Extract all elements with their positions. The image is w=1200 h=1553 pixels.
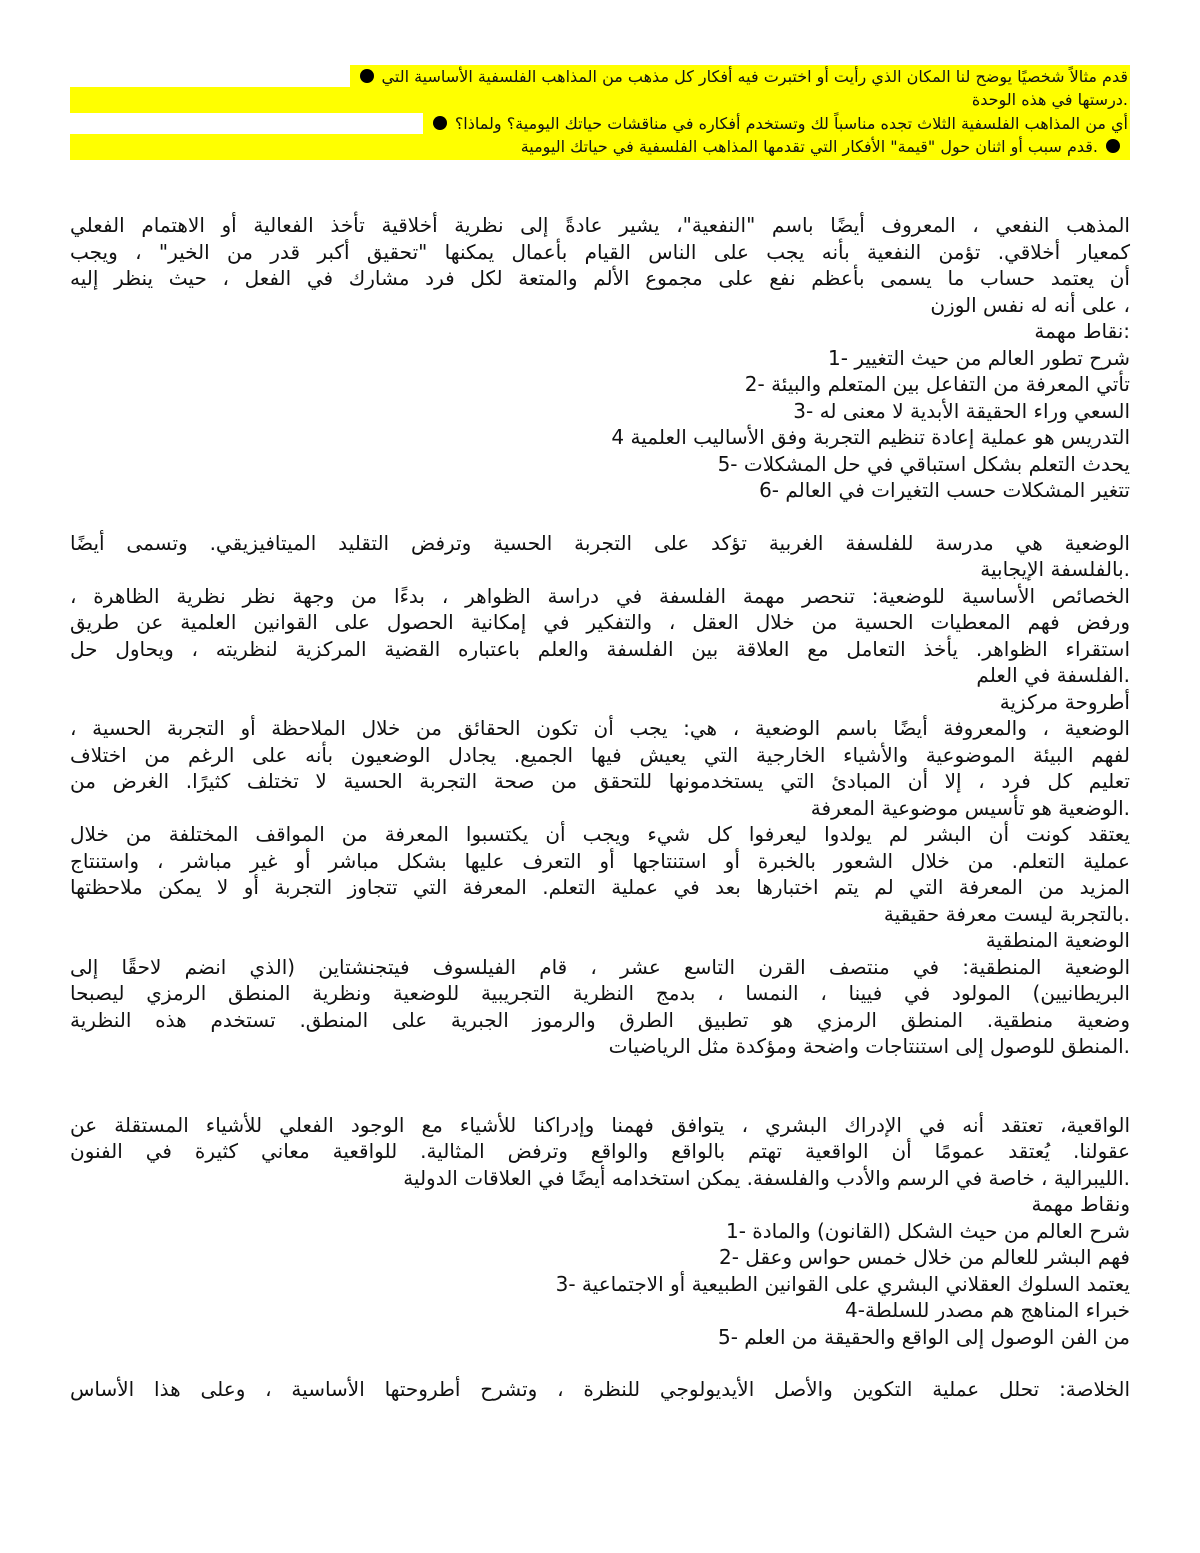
paragraph-line: الوضعية هي مدرسة للفلسفة الغربية تؤكد على التجربة الحسية وترفض التقليد الميتافيزيقي. وتسمى أيضًا (70, 530, 1130, 555)
paragraph-line: الواقعية، تعتقد أنه في الإدراك البشري ، يتوافق فهمنا وإدراكنا للأشياء مع الوجود الفعلي للأشياء المستقلة عن (70, 1112, 1130, 1137)
essay-body (70, 212, 1130, 1403)
realism-section (70, 1112, 1130, 1351)
document-page (70, 66, 1130, 1403)
paragraph-line: الخصائص الأساسية للوضعية: تنحصر مهمة الفلسفة في دراسة الظواهر ، بدءًا من وجهة نظر نظرية الظاهرة ، (70, 583, 1130, 608)
paragraph-line: أن يعتمد حساب ما يسمى بأعظم نفع على مجموع الألم والمتعة لكل فرد مشارك في الفعل ، حيث ينظر إليه (70, 266, 1130, 290)
question-1 (70, 66, 1130, 87)
paragraph-line: المذهب النفعي ، المعروف أيضًا باسم "النفعية"، يشير عادةً إلى نظرية أخلاقية تأخذ الفعالية أو الاهتمام الفعلي (70, 213, 1130, 237)
list-item: يعتمد السلوك العقلاني البشري على القوانين الطبيعية أو الاجتماعية -3 (555, 1271, 1130, 1296)
bullet-icon (360, 69, 374, 83)
paragraph-line: .الفلسفة في العلم (976, 663, 1130, 687)
list-item: السعي وراء الحقيقة الأبدية لا معنى له -3 (793, 398, 1130, 423)
list-item: تتغير المشكلات حسب التغيرات في العالم -6 (759, 478, 1130, 502)
question-2-text: أي من المذاهب الفلسفية الثلاث تجده مناسباً لك وتستخدم أفكاره في مناقشات حياتك اليومية؟ ولماذا؟ (454, 114, 1128, 133)
paragraph-line: البريطانيين) المولود في فيينا ، النمسا ، بدمج النظرية التجريبية للوضعية ونظرية المنطق الرمزي ليصبحا (70, 981, 1130, 1005)
section-heading: ونقاط مهمة (1031, 1192, 1130, 1216)
question-3 (70, 134, 1130, 160)
question-1-line-2: .درستها في هذه الوحدة (70, 87, 1130, 113)
paragraph-line: .الوضعية هو تأسيس موضوعية المعرفة (810, 795, 1130, 820)
paragraph-line: الخلاصة: تحلل عملية التكوين والأصل الأيديولوجي للنظرة ، وتشرح أطروحتها الأساسية ، وعلى هذا الأساس (70, 1377, 1130, 1401)
paragraph-line: المزيد من المعرفة التي لم يتم اختبارها بعد في عملية التعلم. المعرفة التي تتجاوز التجربة أو لا يمكن ملاحظتها (70, 875, 1130, 899)
list-item: التدريس هو عملية إعادة تنظيم التجربة وفق الأساليب العلمية 4 (611, 425, 1130, 449)
list-item: من الفن الوصول إلى الواقع والحقيقة من العلم -5 (717, 1324, 1130, 1349)
section-heading: أطروحة مركزية (999, 689, 1130, 714)
paragraph-line: لفهم البيئة الموضوعية والأشياء الخارجية التي يعيش فيها الجميع. يجادل الوضعيون بأنه على الرغم من اختلاف (70, 742, 1130, 767)
pragmatism-section (70, 212, 1130, 504)
paragraph-line: تعليم كل فرد ، إلا أن المبادئ التي يستخدمونها للتحقق من صحة التجربة الحسية لا تختلف كثيرًا. الغرض من (70, 769, 1130, 793)
paragraph-line: .الليبرالية ، خاصة في الرسم والأدب والفلسفة. يمكن استخدامه أيضًا في العلاقات الدولية (403, 1165, 1130, 1190)
section-heading: الوضعية المنطقية (985, 928, 1130, 952)
section-heading: :نقاط مهمة (1034, 319, 1130, 343)
list-item: خبراء المناهج هم مصدر للسلطة-4 (845, 1298, 1130, 1322)
paragraph-line: ، على أنه له نفس الوزن (930, 292, 1130, 317)
question-2 (70, 113, 1130, 134)
paragraph-line: كمعيار أخلاقي. تؤمن النفعية بأنه يجب على الناس القيام بأعمال يمكنها "تحقيق أكبر قدر من الخير" ، ويجب (70, 239, 1130, 264)
paragraph-line: الوضعية ، والمعروفة أيضًا باسم الوضعية ، هي: يجب أن تكون الحقائق من خلال الملاحظة أو التجربة الحسية ، (70, 716, 1130, 740)
question-3-text: .قدم سبب أو اثنان حول "قيمة" الأفكار التي تقدمها المذاهب الفلسفية في حياتك اليومية (520, 137, 1098, 156)
paragraph-line: استقراء الظواهر. يأخذ التعامل مع العلاقة بين الفلسفة والعلم باعتباره القضية المركزية لنظريته ، ويحاول حل (70, 636, 1130, 661)
list-item: يحدث التعلم بشكل استباقي في حل المشكلات -5 (717, 451, 1130, 476)
paragraph-line: ورفض فهم المعطيات الحسية من خلال العقل ، والتفكير في إمكانية الحصول على القوانين العلمية عن طريق (70, 610, 1130, 634)
paragraph-line: يعتقد كونت أن البشر لم يولدوا ليعرفوا كل شيء ويجب أن يكتسبوا المعرفة من المواقف المختلفة من خلال (70, 822, 1130, 846)
positivism-section (70, 530, 1130, 1060)
list-item: شرح تطور العالم من حيث التغيير -1 (828, 345, 1130, 370)
paragraph-line: عملية التعلم. من خلال الشعور بالخبرة أو استنتاجها أو التعرف عليها بشكل مباشر أو غير مباشر ، واستنتاج (70, 848, 1130, 873)
paragraph-line: .المنطق للوصول إلى استنتاجات واضحة ومؤكدة مثل الرياضيات (608, 1034, 1130, 1058)
paragraph-line: الوضعية المنطقية: في منتصف القرن التاسع عشر ، قام الفيلسوف فيتجنشتاين (الذي انضم لاحقًا إلى (70, 954, 1130, 979)
bullet-icon (433, 116, 447, 130)
paragraph-line: .بالفلسفة الإيجابية (980, 557, 1130, 581)
bullet-icon (1106, 139, 1120, 153)
list-item: تأتي المعرفة من التفاعل بين المتعلم والبيئة -2 (744, 372, 1130, 396)
list-item: شرح العالم من حيث الشكل (القانون) والمادة -1 (725, 1218, 1130, 1243)
question-1-line-1: قدم مثالاً شخصيًا يوضح لنا المكان الذي رأيت أو اختبرت فيه أفكار كل مذهب من المذاهب الفلسفية الأساسية التي (381, 67, 1128, 86)
assignment-questions (70, 66, 1130, 160)
paragraph-line: عقولنا. يُعتقد عمومًا أن الواقعية تهتم بالواقع والواقع وترفض المثالية. للواقعية معاني كثيرة في الفنون (70, 1139, 1130, 1163)
conclusion-section (70, 1376, 1130, 1403)
paragraph-line: وضعية منطقية. المنطق الرمزي هو تطبيق الطرق والرموز الجبرية على المنطق. تستخدم هذه النظرية (70, 1007, 1130, 1032)
list-item: فهم البشر للعالم من خلال خمس حواس وعقل -2 (718, 1245, 1130, 1269)
paragraph-line: .بالتجربة ليست معرفة حقيقية (883, 901, 1130, 926)
